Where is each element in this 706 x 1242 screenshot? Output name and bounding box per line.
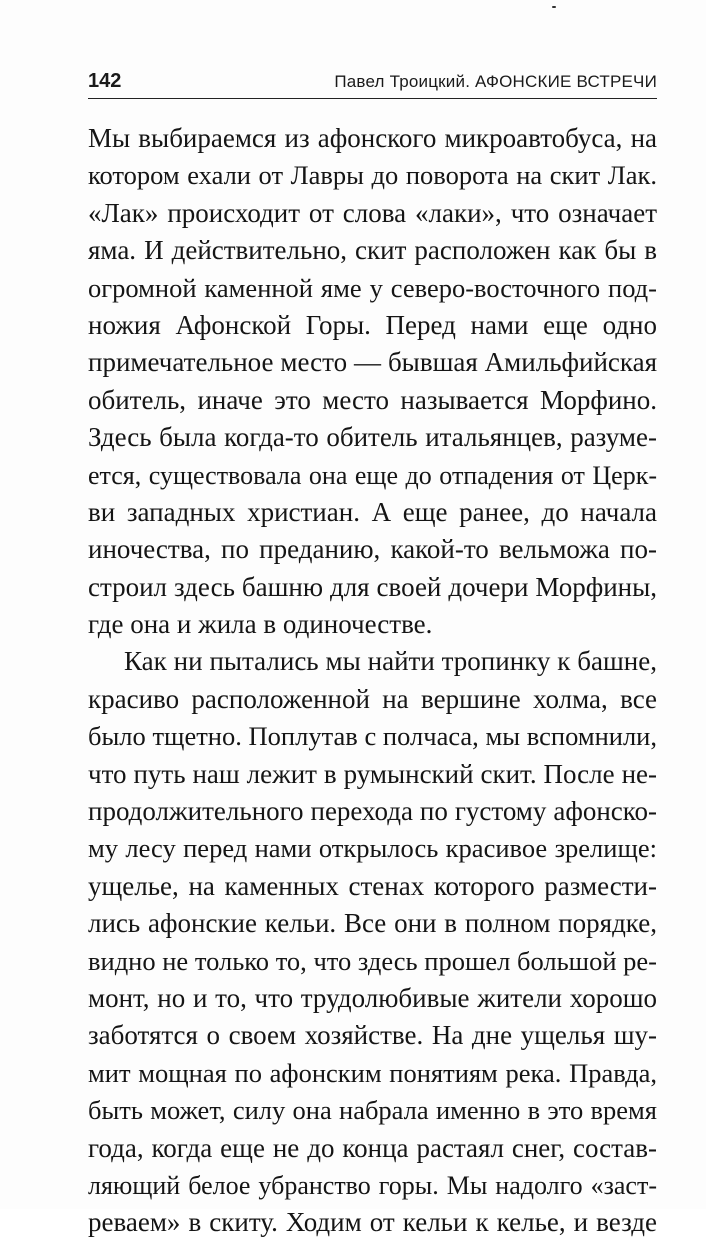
text-line: ви западных христиан. А еще ранее, до начала: [88, 496, 657, 527]
text-line: огромной каменной яме у северо-восточного под-: [88, 272, 657, 303]
body-text: [88, 120, 657, 1242]
text-line: монт, но и то, что трудолюбивые жители хорошо: [88, 982, 657, 1013]
text-line: ется, существовала она еще до отпадения от Церк-: [88, 460, 657, 490]
text-line: котором ехали от Лавры до поворота на скит Лак.: [88, 160, 657, 191]
text-line: мит мощная по афонским понятиям река. Правда,: [88, 1057, 657, 1088]
text-line: Как ни пытались мы найти тропинку к башне,: [124, 646, 657, 677]
text-line: реваем» в скиту. Ходим от кельи к келье, и везде: [88, 1207, 657, 1238]
text-line: где она и жила в одиночестве.: [88, 609, 433, 640]
text-line: обитель, иначе это место называется Морфино.: [88, 384, 657, 415]
print-speck: [552, 6, 556, 8]
text-line: Мы выбираемся из афонского микроавтобуса, на: [88, 123, 657, 153]
text-line: ножия Афонской Горы. Перед нами еще одно: [88, 309, 657, 340]
text-line: му лесу перед нами открылось красивое зрелище:: [88, 833, 657, 864]
text-line: видно не только то, что здесь прошел большой ре-: [88, 945, 657, 976]
text-line: было тщетно. Поплутав с полчаса, мы вспомнили,: [88, 721, 657, 752]
text-line: быть может, силу она набрала именно в это время: [88, 1095, 657, 1126]
text-line: строил здесь башню для своей дочери Морфины,: [88, 571, 657, 602]
text-line: лись афонские кельи. Все они в полном порядке,: [88, 908, 657, 939]
text-line: Здесь была когда-то обитель итальянцев, разуме-: [88, 422, 657, 453]
text-line: яма. И действительно, скит расположен как бы в: [88, 235, 657, 266]
book-title: Павел Троицкий. АФОНСКИЕ ВСТРЕЧИ: [334, 72, 657, 91]
page-number: 142: [88, 70, 122, 92]
running-head: [88, 68, 657, 99]
text-line: заботятся о своем хозяйстве. На дне ущелья шу-: [88, 1020, 657, 1051]
text-line: года, когда еще не до конца растаял снег, состав-: [88, 1132, 657, 1163]
text-line: иночества, по преданию, какой-то вельможа по-: [88, 534, 657, 565]
text-line: «Лак» происходит от слова «лаки», что означает: [88, 197, 657, 228]
paragraph-1: [88, 120, 657, 643]
text-line: что путь наш лежит в румынский скит. После не-: [88, 758, 657, 789]
text-line: продолжительного перехода по густому афонско-: [88, 796, 657, 827]
text-line: красиво расположенной на вершине холма, все: [88, 683, 657, 714]
text-line: ущелье, на каменных стенах которого размести-: [88, 870, 657, 901]
text-line: примечательное место — бывшая Амильфийская: [88, 347, 657, 378]
paragraph-2: [88, 643, 657, 1241]
text-line: ляющий белое убранство горы. Мы надолго «заст-: [88, 1170, 657, 1200]
